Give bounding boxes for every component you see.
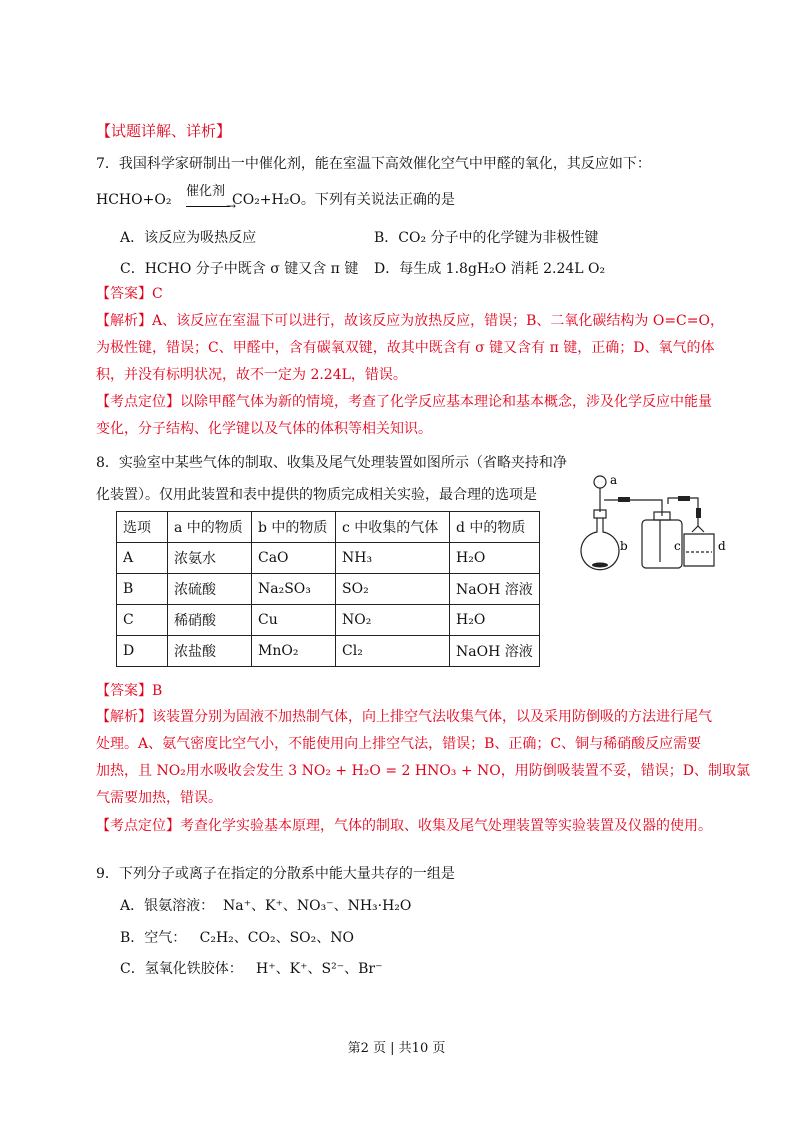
table-cell: SO₂ bbox=[336, 574, 450, 605]
funnel-a bbox=[594, 476, 606, 488]
answer-tag: 【答案】 bbox=[96, 683, 152, 699]
table-cell: Cl₂ bbox=[336, 636, 450, 667]
table-header-row bbox=[117, 512, 540, 543]
table-cell: 浓氨水 bbox=[168, 543, 252, 574]
table-cell: Na₂SO₃ bbox=[252, 574, 336, 605]
q8-stem-line: 化装置）。仅用此装置和表中提供的物质完成相关实验，最合理的选项是 bbox=[96, 487, 537, 503]
q8-analysis-line: 气需要加热，错误。 bbox=[96, 790, 222, 806]
figure-label-a: a bbox=[610, 473, 618, 487]
q8-answer bbox=[96, 682, 162, 700]
q7-option-c: C．HCHO 分子中既含 σ 键又含 π 键 bbox=[120, 261, 359, 277]
figure-label-c: c bbox=[674, 539, 681, 553]
apparatus-figure bbox=[578, 472, 738, 572]
point-tag: 【考点定位】 bbox=[96, 394, 180, 410]
table-row bbox=[117, 574, 540, 605]
q7-point-line: 变化，分子结构、化学键以及气体的体积等相关知识。 bbox=[96, 421, 432, 437]
q7-analysis-line: 为极性键，错误；C、甲醛中，含有碳氧双键，故其中既含有 σ 键又含有 π 键，正确；D、氧气的体 bbox=[96, 340, 715, 356]
q7-analysis-line: 积，并没有标明状况，故不一定为 2.24L，错误。 bbox=[96, 367, 407, 383]
q8-stem-line: 8．实验室中某些气体的制取、收集及尾气处理装置如图所示（省略夹持和净 bbox=[96, 455, 567, 471]
table-cell: D bbox=[117, 636, 168, 667]
flask-b bbox=[581, 518, 619, 570]
q8-table bbox=[116, 511, 540, 667]
table-row bbox=[117, 636, 540, 667]
q7-reactants: HCHO+O₂ bbox=[96, 192, 172, 208]
table-cell: 浓盐酸 bbox=[168, 636, 252, 667]
q9-stem: 9．下列分子或离子在指定的分散系中能大量共存的一组是 bbox=[96, 866, 455, 882]
q7-option-a: A．该反应为吸热反应 bbox=[120, 230, 257, 246]
table-cell: NaOH 溶液 bbox=[450, 574, 540, 605]
q7-option-d: D．每生成 1.8gH₂O 消耗 2.24L O₂ bbox=[374, 261, 606, 277]
answer-value: C bbox=[152, 286, 163, 302]
q9-option-b: B．空气： C₂H₂、CO₂、SO₂、NO bbox=[120, 930, 354, 946]
table-row bbox=[117, 543, 540, 574]
q8-analysis-line: 加热，且 NO₂用水吸收会发生 3 NO₂ + H₂O = 2 HNO₃ + NO，用防倒吸装置不妥，错误；D、制取氯 bbox=[96, 763, 750, 779]
arrow-line bbox=[186, 206, 230, 207]
q9-option-c: C．氢氧化铁胶体： H⁺、K⁺、S²⁻、Br⁻ bbox=[120, 961, 383, 977]
table-cell: B bbox=[117, 574, 168, 605]
table-header: c 中收集的气体 bbox=[336, 512, 450, 543]
arrow-head-icon: → bbox=[226, 199, 237, 213]
table-cell: MnO₂ bbox=[252, 636, 336, 667]
q7-point-line bbox=[96, 393, 712, 411]
table-cell: 稀硝酸 bbox=[168, 605, 252, 636]
table-cell: 浓硫酸 bbox=[168, 574, 252, 605]
answer-tag: 【答案】 bbox=[96, 286, 152, 302]
analysis-tag: 【解析】 bbox=[96, 709, 152, 725]
table-cell: Cu bbox=[252, 605, 336, 636]
table-row bbox=[117, 605, 540, 636]
q7-answer bbox=[96, 285, 163, 303]
point-text: 以除甲醛气体为新的情境，考查了化学反应基本理论和基本概念，涉及化学反应中能量 bbox=[180, 394, 712, 410]
table-header: d 中的物质 bbox=[450, 512, 540, 543]
point-text: 考查化学实验基本原理，气体的制取、收集及尾气处理装置等实验装置及仪器的使用。 bbox=[180, 818, 712, 834]
page-footer: 第2 页 | 共10 页 bbox=[347, 1041, 446, 1056]
q8-analysis-line: 处理。A、氨气密度比空气小，不能使用向上排空气法，错误；B、正确；C、铜与稀硝酸反应需要 bbox=[96, 736, 702, 752]
table-cell: NH₃ bbox=[336, 543, 450, 574]
table-header: b 中的物质 bbox=[252, 512, 336, 543]
table-header: a 中的物质 bbox=[168, 512, 252, 543]
q7-analysis-line bbox=[96, 312, 724, 330]
answer-value: B bbox=[152, 683, 163, 699]
analysis-tag: 【解析】 bbox=[96, 313, 152, 329]
table-cell: A bbox=[117, 543, 168, 574]
beaker-d bbox=[684, 534, 714, 566]
table-cell: H₂O bbox=[450, 543, 540, 574]
q8-point-line bbox=[96, 817, 712, 835]
table-cell: CaO bbox=[252, 543, 336, 574]
q7-option-b: B．CO₂ 分子中的化学键为非极性键 bbox=[374, 230, 599, 246]
q7-products: CO₂+H₂O。下列有关说法正确的是 bbox=[232, 192, 455, 208]
figure-label-b: b bbox=[620, 539, 628, 553]
q7-stem: 7．我国科学家研制出一中催化剂，能在室温下高效催化空气中甲醛的氧化，其反应如下： bbox=[96, 156, 651, 172]
analysis-text: A、该反应在室温下可以进行，故该反应为放热反应，错误；B、二氧化碳结构为 O=C=O， bbox=[152, 313, 724, 329]
point-tag: 【考点定位】 bbox=[96, 818, 180, 834]
analysis-text: 该装置分别为固液不加热制气体，向上排空气法收集气体，以及采用防倒吸的方法进行尾气 bbox=[152, 709, 712, 725]
table-cell: C bbox=[117, 605, 168, 636]
catalyst-label: 催化剂 bbox=[186, 184, 226, 199]
table-cell: NO₂ bbox=[336, 605, 450, 636]
section-title: 【试题详解、详析】 bbox=[96, 122, 232, 140]
q9-option-a: A．银氨溶液： Na⁺、K⁺、NO₃⁻、NH₃·H₂O bbox=[120, 898, 412, 914]
figure-label-d: d bbox=[718, 539, 726, 553]
table-header: 选项 bbox=[117, 512, 168, 543]
q8-analysis-line bbox=[96, 708, 712, 726]
table-cell: NaOH 溶液 bbox=[450, 636, 540, 667]
table-cell: H₂O bbox=[450, 605, 540, 636]
